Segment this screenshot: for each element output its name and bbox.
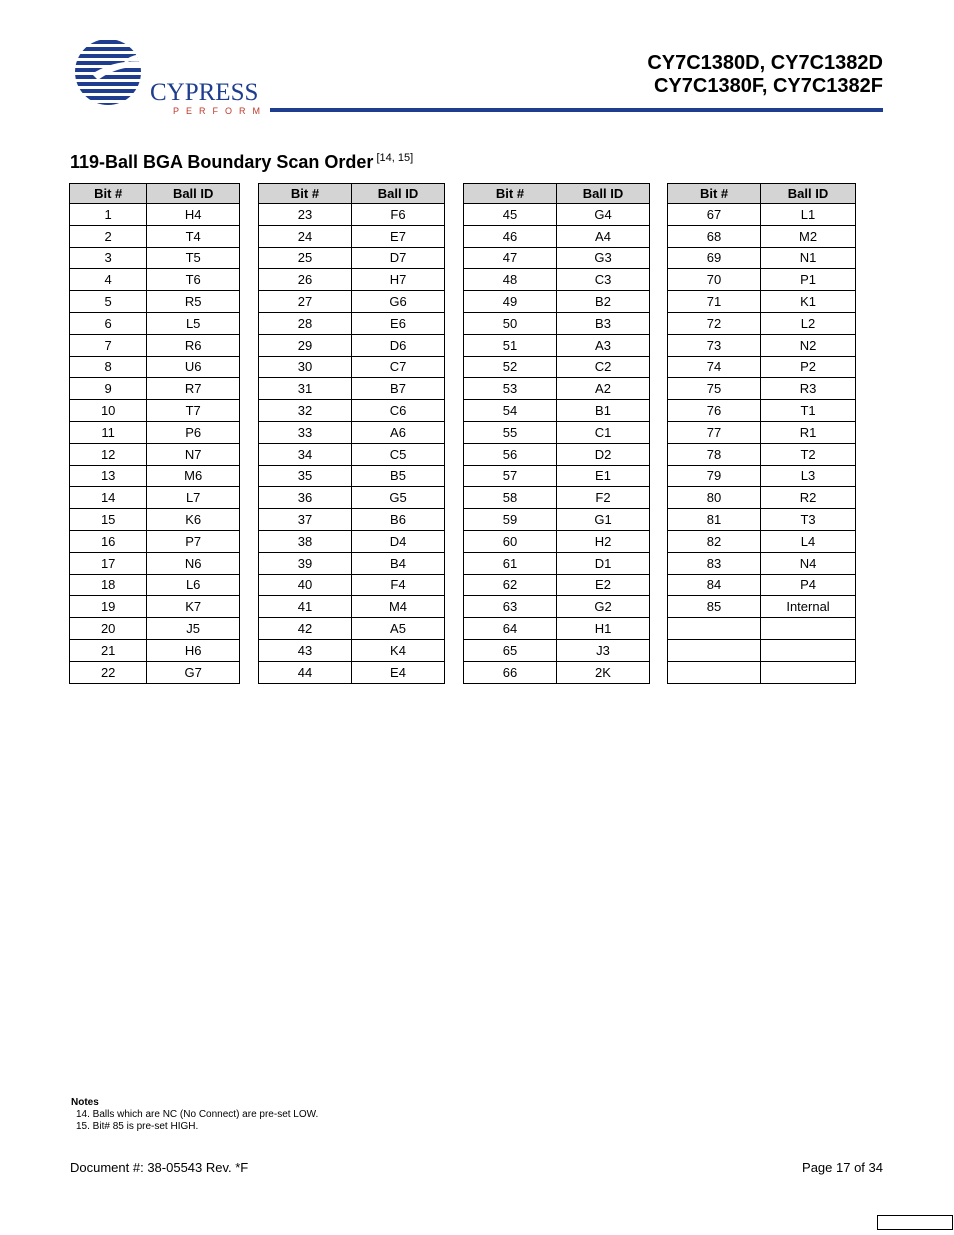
logo-wordmark: CYPRESS bbox=[150, 79, 259, 106]
bit-cell: 5 bbox=[70, 291, 147, 313]
ball-id-cell: R6 bbox=[147, 334, 240, 356]
ball-id-cell: K1 bbox=[761, 291, 856, 313]
table-row bbox=[259, 421, 445, 443]
bit-cell: 63 bbox=[464, 596, 557, 618]
ball-id-cell: K4 bbox=[352, 639, 445, 661]
bit-cell: 49 bbox=[464, 291, 557, 313]
ball-id-cell: N2 bbox=[761, 334, 856, 356]
ball-id-cell: N6 bbox=[147, 552, 240, 574]
table-row bbox=[668, 661, 856, 683]
table-row bbox=[70, 618, 240, 640]
ball-id-cell: U6 bbox=[147, 356, 240, 378]
table-row bbox=[464, 378, 650, 400]
table-row bbox=[464, 552, 650, 574]
ball-id-cell: D4 bbox=[352, 530, 445, 552]
table-row bbox=[70, 487, 240, 509]
ball-id-cell: J3 bbox=[557, 639, 650, 661]
table-row bbox=[259, 269, 445, 291]
ball-id-cell: B5 bbox=[352, 465, 445, 487]
ball-id-cell: N4 bbox=[761, 552, 856, 574]
ball-id-cell: E7 bbox=[352, 225, 445, 247]
table-row bbox=[668, 269, 856, 291]
bit-cell: 55 bbox=[464, 421, 557, 443]
ball-id-cell: P7 bbox=[147, 530, 240, 552]
bit-cell: 14 bbox=[70, 487, 147, 509]
bit-cell: 44 bbox=[259, 661, 352, 683]
bit-cell: 50 bbox=[464, 312, 557, 334]
bit-cell: 80 bbox=[668, 487, 761, 509]
ball-id-cell: L3 bbox=[761, 465, 856, 487]
title-line-1: CY7C1380D, CY7C1382D bbox=[647, 52, 883, 74]
ball-id-cell: L4 bbox=[761, 530, 856, 552]
ball-id-cell: G1 bbox=[557, 509, 650, 531]
ball-id-cell: M4 bbox=[352, 596, 445, 618]
ball-id-cell: H4 bbox=[147, 204, 240, 226]
table-row bbox=[259, 291, 445, 313]
ball-id-cell: R1 bbox=[761, 421, 856, 443]
ball-id-cell: G6 bbox=[352, 291, 445, 313]
bit-cell: 13 bbox=[70, 465, 147, 487]
ball-id-cell: R7 bbox=[147, 378, 240, 400]
table-row bbox=[464, 465, 650, 487]
ball-id-cell: T7 bbox=[147, 400, 240, 422]
bit-cell: 32 bbox=[259, 400, 352, 422]
ball-id-cell bbox=[761, 639, 856, 661]
table-row bbox=[668, 334, 856, 356]
bit-cell: 72 bbox=[668, 312, 761, 334]
ball-id-cell: L2 bbox=[761, 312, 856, 334]
table-row bbox=[70, 596, 240, 618]
ball-id-cell: L7 bbox=[147, 487, 240, 509]
bit-cell: 81 bbox=[668, 509, 761, 531]
table-row bbox=[70, 574, 240, 596]
table-row bbox=[464, 247, 650, 269]
bit-cell: 31 bbox=[259, 378, 352, 400]
column-header-bit: Bit # bbox=[259, 184, 352, 204]
ball-id-cell: C3 bbox=[557, 269, 650, 291]
ball-id-cell: P1 bbox=[761, 269, 856, 291]
bit-cell: 54 bbox=[464, 400, 557, 422]
header-rule bbox=[270, 108, 883, 112]
table-row bbox=[70, 378, 240, 400]
ball-id-cell: L6 bbox=[147, 574, 240, 596]
ball-id-cell bbox=[761, 661, 856, 683]
table-row bbox=[464, 574, 650, 596]
ball-id-cell: F6 bbox=[352, 204, 445, 226]
table-row bbox=[259, 465, 445, 487]
ball-id-cell: G4 bbox=[557, 204, 650, 226]
ball-id-cell: E1 bbox=[557, 465, 650, 487]
bit-cell: 60 bbox=[464, 530, 557, 552]
column-header-ball: Ball ID bbox=[557, 184, 650, 204]
table-row bbox=[668, 400, 856, 422]
ball-id-cell: C5 bbox=[352, 443, 445, 465]
table-row bbox=[668, 552, 856, 574]
bit-cell: 76 bbox=[668, 400, 761, 422]
table-row bbox=[668, 204, 856, 226]
bit-cell: 12 bbox=[70, 443, 147, 465]
ball-id-cell: N1 bbox=[761, 247, 856, 269]
table-row bbox=[259, 225, 445, 247]
table-row bbox=[464, 291, 650, 313]
table-row bbox=[668, 356, 856, 378]
table-row bbox=[259, 247, 445, 269]
bit-cell: 11 bbox=[70, 421, 147, 443]
ball-id-cell: D6 bbox=[352, 334, 445, 356]
bit-cell: 78 bbox=[668, 443, 761, 465]
ball-id-cell: A4 bbox=[557, 225, 650, 247]
ball-id-cell: E4 bbox=[352, 661, 445, 683]
table-row bbox=[259, 378, 445, 400]
bit-cell: 75 bbox=[668, 378, 761, 400]
table-row bbox=[464, 509, 650, 531]
table-row bbox=[668, 421, 856, 443]
notes-heading: Notes bbox=[71, 1097, 99, 1108]
bit-cell: 24 bbox=[259, 225, 352, 247]
table-row bbox=[259, 618, 445, 640]
bit-cell: 34 bbox=[259, 443, 352, 465]
bit-cell: 56 bbox=[464, 443, 557, 465]
scan-table-4 bbox=[667, 183, 856, 684]
table-row bbox=[668, 509, 856, 531]
bit-cell: 7 bbox=[70, 334, 147, 356]
bit-cell: 9 bbox=[70, 378, 147, 400]
bit-cell: 38 bbox=[259, 530, 352, 552]
page-number: Page 17 of 34 bbox=[802, 1160, 883, 1175]
bit-cell: 82 bbox=[668, 530, 761, 552]
table-row bbox=[259, 487, 445, 509]
ball-id-cell: D1 bbox=[557, 552, 650, 574]
table-row bbox=[70, 225, 240, 247]
table-row bbox=[259, 312, 445, 334]
ball-id-cell: T3 bbox=[761, 509, 856, 531]
ball-id-cell: M2 bbox=[761, 225, 856, 247]
bit-cell: 15 bbox=[70, 509, 147, 531]
scan-table-2 bbox=[258, 183, 445, 684]
bit-cell: 85 bbox=[668, 596, 761, 618]
table-row bbox=[464, 312, 650, 334]
ball-id-cell: P4 bbox=[761, 574, 856, 596]
bit-cell: 70 bbox=[668, 269, 761, 291]
bit-cell: 42 bbox=[259, 618, 352, 640]
ball-id-cell: C1 bbox=[557, 421, 650, 443]
column-header-bit: Bit # bbox=[464, 184, 557, 204]
bit-cell: 28 bbox=[259, 312, 352, 334]
table-row bbox=[259, 509, 445, 531]
bit-cell: 48 bbox=[464, 269, 557, 291]
table-row bbox=[464, 530, 650, 552]
ball-id-cell: B1 bbox=[557, 400, 650, 422]
ball-id-cell: B6 bbox=[352, 509, 445, 531]
ball-id-cell: D7 bbox=[352, 247, 445, 269]
table-row bbox=[464, 443, 650, 465]
ball-id-cell: T6 bbox=[147, 269, 240, 291]
title-line-2: CY7C1380F, CY7C1382F bbox=[653, 75, 883, 97]
ball-id-cell: A6 bbox=[352, 421, 445, 443]
table-row bbox=[70, 334, 240, 356]
table-row bbox=[259, 574, 445, 596]
scan-table-3 bbox=[463, 183, 650, 684]
table-row bbox=[464, 639, 650, 661]
ball-id-cell: L5 bbox=[147, 312, 240, 334]
table-row bbox=[70, 356, 240, 378]
ball-id-cell: R2 bbox=[761, 487, 856, 509]
column-header-bit: Bit # bbox=[70, 184, 147, 204]
ball-id-cell: H6 bbox=[147, 639, 240, 661]
table-row bbox=[70, 291, 240, 313]
bit-cell: 53 bbox=[464, 378, 557, 400]
table-row bbox=[668, 465, 856, 487]
table-row bbox=[70, 247, 240, 269]
bit-cell: 25 bbox=[259, 247, 352, 269]
bit-cell: 64 bbox=[464, 618, 557, 640]
bit-cell: 23 bbox=[259, 204, 352, 226]
ball-id-cell: 2K bbox=[557, 661, 650, 683]
bit-cell bbox=[668, 661, 761, 683]
bit-cell: 3 bbox=[70, 247, 147, 269]
table-row bbox=[464, 269, 650, 291]
ball-id-cell: D2 bbox=[557, 443, 650, 465]
table-row bbox=[464, 421, 650, 443]
table-row bbox=[70, 530, 240, 552]
table-row bbox=[259, 334, 445, 356]
logo-tagline: PERFORM bbox=[173, 106, 267, 116]
ball-id-cell: K6 bbox=[147, 509, 240, 531]
ball-id-cell: P6 bbox=[147, 421, 240, 443]
table-row bbox=[259, 596, 445, 618]
note-15: 15. Bit# 85 is pre-set HIGH. bbox=[76, 1121, 199, 1132]
bit-cell: 27 bbox=[259, 291, 352, 313]
bit-cell bbox=[668, 618, 761, 640]
ball-id-cell: A2 bbox=[557, 378, 650, 400]
table-row bbox=[668, 378, 856, 400]
ball-id-cell: M6 bbox=[147, 465, 240, 487]
bit-cell: 26 bbox=[259, 269, 352, 291]
table-row bbox=[668, 596, 856, 618]
ball-id-cell: B7 bbox=[352, 378, 445, 400]
column-header-bit: Bit # bbox=[668, 184, 761, 204]
bit-cell: 84 bbox=[668, 574, 761, 596]
bit-cell: 83 bbox=[668, 552, 761, 574]
section-heading bbox=[70, 152, 413, 173]
ball-id-cell: F4 bbox=[352, 574, 445, 596]
bit-cell: 61 bbox=[464, 552, 557, 574]
ball-id-cell: H2 bbox=[557, 530, 650, 552]
table-row bbox=[668, 312, 856, 334]
document-title bbox=[647, 52, 883, 98]
ball-id-cell: A3 bbox=[557, 334, 650, 356]
ball-id-cell: P2 bbox=[761, 356, 856, 378]
table-row bbox=[70, 552, 240, 574]
table-row bbox=[464, 225, 650, 247]
table-row bbox=[70, 400, 240, 422]
table-row bbox=[464, 356, 650, 378]
table-row bbox=[70, 312, 240, 334]
table-row bbox=[668, 291, 856, 313]
ball-id-cell: B3 bbox=[557, 312, 650, 334]
ball-id-cell: T2 bbox=[761, 443, 856, 465]
document-number: Document #: 38-05543 Rev. *F bbox=[70, 1160, 249, 1175]
bit-cell: 1 bbox=[70, 204, 147, 226]
ball-id-cell: A5 bbox=[352, 618, 445, 640]
table-row bbox=[464, 596, 650, 618]
table-row bbox=[668, 443, 856, 465]
table-row bbox=[259, 400, 445, 422]
ball-id-cell: F2 bbox=[557, 487, 650, 509]
table-row bbox=[464, 661, 650, 683]
note-14: 14. Balls which are NC (No Connect) are pre-set LOW. bbox=[76, 1109, 319, 1120]
ball-id-cell: H1 bbox=[557, 618, 650, 640]
bit-cell: 51 bbox=[464, 334, 557, 356]
ball-id-cell: G7 bbox=[147, 661, 240, 683]
bit-cell: 67 bbox=[668, 204, 761, 226]
bit-cell bbox=[668, 639, 761, 661]
bit-cell: 21 bbox=[70, 639, 147, 661]
ball-id-cell: G3 bbox=[557, 247, 650, 269]
cypress-logo bbox=[70, 40, 267, 118]
bit-cell: 6 bbox=[70, 312, 147, 334]
ball-id-cell: N7 bbox=[147, 443, 240, 465]
bit-cell: 57 bbox=[464, 465, 557, 487]
ball-id-cell: G5 bbox=[352, 487, 445, 509]
bit-cell: 10 bbox=[70, 400, 147, 422]
bit-cell: 30 bbox=[259, 356, 352, 378]
table-row bbox=[668, 639, 856, 661]
bit-cell: 45 bbox=[464, 204, 557, 226]
bit-cell: 69 bbox=[668, 247, 761, 269]
ball-id-cell: H7 bbox=[352, 269, 445, 291]
table-row bbox=[259, 530, 445, 552]
ball-id-cell: K7 bbox=[147, 596, 240, 618]
bit-cell: 22 bbox=[70, 661, 147, 683]
bit-cell: 79 bbox=[668, 465, 761, 487]
corner-box bbox=[877, 1215, 953, 1230]
ball-id-cell: C2 bbox=[557, 356, 650, 378]
table-row bbox=[668, 574, 856, 596]
bit-cell: 20 bbox=[70, 618, 147, 640]
table-row bbox=[259, 204, 445, 226]
bit-cell: 18 bbox=[70, 574, 147, 596]
column-header-ball: Ball ID bbox=[352, 184, 445, 204]
ball-id-cell: T5 bbox=[147, 247, 240, 269]
ball-id-cell: B4 bbox=[352, 552, 445, 574]
bit-cell: 37 bbox=[259, 509, 352, 531]
bit-cell: 17 bbox=[70, 552, 147, 574]
bit-cell: 73 bbox=[668, 334, 761, 356]
column-header-ball: Ball ID bbox=[761, 184, 856, 204]
ball-id-cell: R5 bbox=[147, 291, 240, 313]
bit-cell: 36 bbox=[259, 487, 352, 509]
ball-id-cell bbox=[761, 618, 856, 640]
bit-cell: 62 bbox=[464, 574, 557, 596]
bit-cell: 16 bbox=[70, 530, 147, 552]
ball-id-cell: L1 bbox=[761, 204, 856, 226]
ball-id-cell: J5 bbox=[147, 618, 240, 640]
ball-id-cell: E6 bbox=[352, 312, 445, 334]
table-row bbox=[668, 225, 856, 247]
table-row bbox=[464, 618, 650, 640]
table-row bbox=[464, 400, 650, 422]
bit-cell: 35 bbox=[259, 465, 352, 487]
bit-cell: 66 bbox=[464, 661, 557, 683]
bit-cell: 2 bbox=[70, 225, 147, 247]
bit-cell: 8 bbox=[70, 356, 147, 378]
table-row bbox=[259, 552, 445, 574]
table-row bbox=[70, 465, 240, 487]
ball-id-cell: G2 bbox=[557, 596, 650, 618]
table-row bbox=[668, 618, 856, 640]
bit-cell: 46 bbox=[464, 225, 557, 247]
table-row bbox=[259, 661, 445, 683]
bit-cell: 40 bbox=[259, 574, 352, 596]
table-row bbox=[70, 204, 240, 226]
table-row bbox=[70, 661, 240, 683]
bit-cell: 77 bbox=[668, 421, 761, 443]
table-row bbox=[464, 487, 650, 509]
table-row bbox=[464, 204, 650, 226]
table-row bbox=[668, 247, 856, 269]
bit-cell: 52 bbox=[464, 356, 557, 378]
bit-cell: 71 bbox=[668, 291, 761, 313]
footnote-refs: [14, 15] bbox=[376, 152, 414, 164]
ball-id-cell: C7 bbox=[352, 356, 445, 378]
bit-cell: 58 bbox=[464, 487, 557, 509]
ball-id-cell: R3 bbox=[761, 378, 856, 400]
table-row bbox=[70, 269, 240, 291]
table-row bbox=[668, 530, 856, 552]
table-row bbox=[259, 443, 445, 465]
table-row bbox=[70, 443, 240, 465]
scan-table-1 bbox=[69, 183, 240, 684]
table-row bbox=[464, 334, 650, 356]
bit-cell: 39 bbox=[259, 552, 352, 574]
bit-cell: 68 bbox=[668, 225, 761, 247]
bit-cell: 29 bbox=[259, 334, 352, 356]
section-title-text: 119-Ball BGA Boundary Scan Order bbox=[70, 152, 374, 172]
table-row bbox=[259, 639, 445, 661]
bit-cell: 41 bbox=[259, 596, 352, 618]
column-header-ball: Ball ID bbox=[147, 184, 240, 204]
bit-cell: 59 bbox=[464, 509, 557, 531]
ball-id-cell: B2 bbox=[557, 291, 650, 313]
table-row bbox=[259, 356, 445, 378]
bit-cell: 19 bbox=[70, 596, 147, 618]
ball-id-cell: T4 bbox=[147, 225, 240, 247]
ball-id-cell: Internal bbox=[761, 596, 856, 618]
ball-id-cell: E2 bbox=[557, 574, 650, 596]
notes bbox=[71, 1097, 318, 1133]
bit-cell: 33 bbox=[259, 421, 352, 443]
table-row bbox=[668, 487, 856, 509]
table-row bbox=[70, 421, 240, 443]
table-row bbox=[70, 509, 240, 531]
bit-cell: 47 bbox=[464, 247, 557, 269]
ball-id-cell: T1 bbox=[761, 400, 856, 422]
ball-id-cell: C6 bbox=[352, 400, 445, 422]
bit-cell: 4 bbox=[70, 269, 147, 291]
bit-cell: 65 bbox=[464, 639, 557, 661]
table-row bbox=[70, 639, 240, 661]
bit-cell: 74 bbox=[668, 356, 761, 378]
bit-cell: 43 bbox=[259, 639, 352, 661]
